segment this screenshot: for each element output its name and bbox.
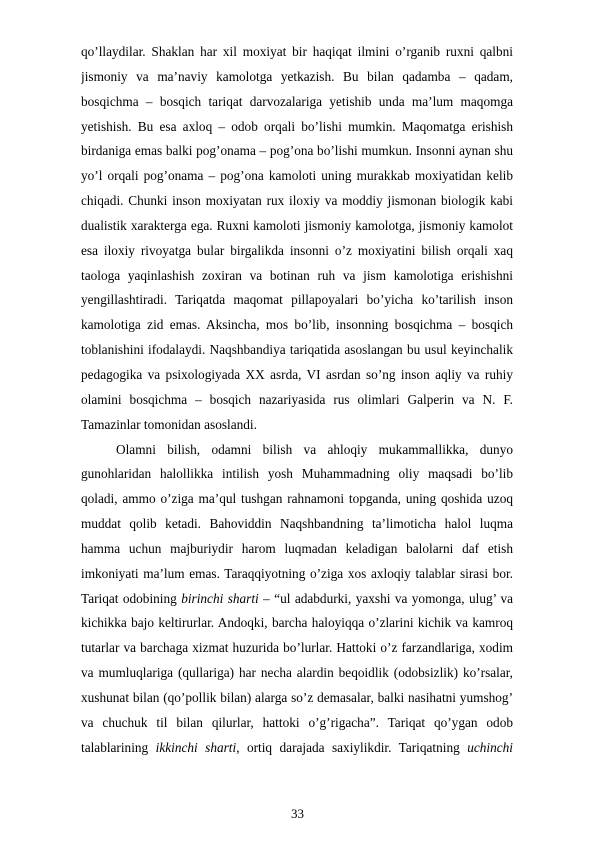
- page-number: 33: [291, 806, 304, 821]
- text-line: Tamazinlar tomonidan asoslandi.: [81, 416, 257, 432]
- text-line: qoladi, ammo o’ziga ma’qul tushgan rahnamoni topganda, uning qoshida uzoq: [81, 491, 513, 507]
- text-line: tutarlar va barchaga xizmat huzurida bo’lurlar. Hattoki o’z farzandlariga, xodim: [81, 640, 513, 656]
- text-line: birdaniga emas balki pog’onama – pog’ona bo’lishi mumkun. Insonni aynan shu: [81, 143, 513, 159]
- text-line: imkoniyati ma’lum emas. Taraqqiyotning o’ziga xos axloqiy talablar sirasi bor.: [81, 565, 513, 581]
- text-line: kichikka bajo keltirurlar. Andoqki, barcha haloyiqqa o’zlarini kichik va kamroq: [81, 615, 513, 631]
- text-line: hamma uchun majburiydir harom luqmadan keladigan balolarni daf etish: [81, 540, 513, 556]
- text-line: va mumluqlariga (qullariga) har necha alardin beqoidlik (odobsizlik) ko’rsalar,: [81, 665, 513, 681]
- text-line: muddat qolib ketadi. Bahoviddin Naqshbandning ta’limoticha halol luqma: [81, 516, 513, 532]
- paragraph-1: [81, 40, 513, 438]
- text-line: Tariqat odobining birinchi sharti – “ul adabdurki, yaxshi va yomonga, ulug’ va: [81, 590, 513, 606]
- text-line: kamolotiga zid emas. Aksincha, mos bo’lib, insonning bosqichma – bosqich: [81, 317, 513, 333]
- paragraph-2: [81, 438, 513, 761]
- text-line: bosqichma – bosqich tariqat darvozalariga yetishib unda ma’lum maqomga: [81, 93, 513, 109]
- text-line: chiqadi. Chunki inson moxiyatan rux iloxiy va moddiy jismonan biologik kabi: [81, 193, 513, 209]
- text-line: gunohlaridan halollikka intilish yosh Muhammadning oliy maqsadi bo’lib: [81, 466, 513, 482]
- text-line: yo’l orqali pog’onama – pog’ona kamoloti uning murakkab moxiyatidan kelib: [81, 168, 513, 184]
- text-line: pedagogika va psixologiyada XX asrda, VI asrdan so’ng inson aqliy va ruhiy: [81, 366, 513, 382]
- text-line: talablarining ikkinchi sharti, ortiq darajada saxiylikdir. Tariqatning uchinchi: [81, 739, 513, 755]
- text-line: yetishish. Bu esa axloq – odob orqali bo’lishi mumkin. Maqomatga erishish: [81, 118, 513, 134]
- text-line: toblanishini ifodalaydi. Naqshbandiya tariqatida asoslangan bu usul keyinchalik: [81, 342, 513, 358]
- text-line: yengillashtiradi. Tariqatda maqomat pillapoyalari bo’yicha ko’tarilish inson: [81, 292, 513, 308]
- text-line: olamini bosqichma – bosqich nazariyasida rus olimlari Galperin va N. F.: [81, 391, 513, 407]
- text-line: esa iloxiy rivoyatga bular birgalikda insonni o’z moxiyatini bilish orqali xaq: [81, 242, 513, 258]
- text-line: Olamni bilish, odamni bilish va ahloqiy mukammallikka, dunyo: [116, 441, 513, 457]
- text-line: xushunat bilan (qo’pollik bilan) alarga so’z demasalar, balki nasihatni yumshog’: [81, 689, 513, 705]
- text-line: taologa yaqinlashish zoxiran va botinan ruh va jism kamolotiga erishishni: [81, 267, 513, 283]
- text-line: jismoniy va ma’naviy kamolotga yetkazish. Bu bilan qadamba – qadam,: [81, 68, 513, 84]
- text-line: dualistik xarakterga ega. Ruxni kamoloti jismoniy kamolotga, jismoniy kamolot: [81, 217, 513, 233]
- text-line: qo’llaydilar. Shaklan har xil moxiyat bir haqiqat ilmini o’rganib ruxni qalbni: [81, 44, 513, 59]
- text-line: va chuchuk til bilan qilurlar, hattoki o’g’rigacha”. Tariqat qo’ygan odob: [81, 714, 513, 730]
- document-body: [81, 40, 513, 760]
